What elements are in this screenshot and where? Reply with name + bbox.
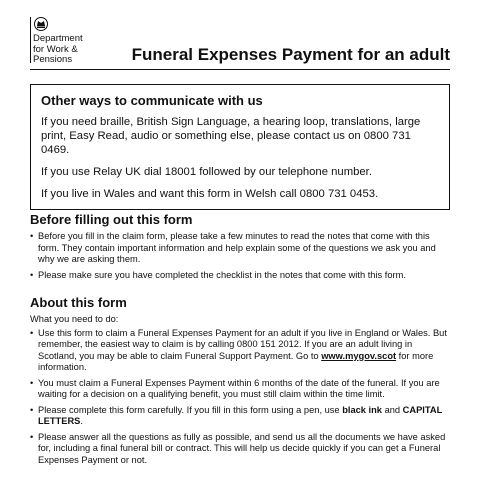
mygov-link[interactable]: www.mygov.scot <box>321 350 397 361</box>
communication-heading: Other ways to communicate with us <box>41 93 263 108</box>
list-item <box>30 405 450 428</box>
royal-crest-icon <box>33 16 49 32</box>
dwp-logo <box>33 16 113 66</box>
communication-paragraph: If you use Relay UK dial 18001 followed by our telephone number. <box>41 166 372 178</box>
department-line: Pensions <box>33 54 73 65</box>
department-line: for Work & <box>33 43 78 55</box>
list-item <box>30 328 450 374</box>
bullet-text: and <box>381 404 403 415</box>
form-title: Funeral Expenses Payment for an adult <box>131 45 450 64</box>
bullet-text: . <box>80 416 83 426</box>
about-form-list <box>30 328 450 467</box>
before-filling-section <box>30 212 450 285</box>
bullet-text: for more information. <box>38 350 434 372</box>
bullet-text: Use this form to claim a Funeral Expenses Payment for an adult if you live in England or Wales. But remember, the easiest way to claim is by calling 0800 151 2012. If you are an adult living in Scotland, you may be able to claim Funeral Support Payment. Go to <box>38 327 447 361</box>
list-item: • You must claim a Funeral Expenses Payment within 6 months of the date of the funeral. If you are waiting for a decision on a qualifying benefit, you must still claim within the time limit. <box>30 378 450 401</box>
about-form-section <box>30 295 450 470</box>
list-item: • Please answer all the questions as fully as possible, and send us all the documents we have asked for, including a final funeral bill or contract. This will help us decide quickly if you can get a Funeral Expenses Payment or not. <box>30 432 450 467</box>
about-form-heading: About this form <box>30 295 127 310</box>
emphasis-text: CAPITAL LETTERS <box>38 404 443 426</box>
title-divider <box>30 69 450 70</box>
communication-paragraph: If you live in Wales and want this form in Welsh call 0800 731 0453. <box>41 188 379 200</box>
before-filling-list <box>30 231 450 281</box>
list-item: • Before you fill in the claim form, please take a few minutes to read the notes that come with this form. They contain important information and help explain some of the questions we ask you and why we are asking them. <box>30 231 450 266</box>
department-line: Department <box>33 33 83 44</box>
list-item: • Please make sure you have completed the checklist in the notes that come with this form. <box>30 270 450 282</box>
communication-paragraph: If you need braille, British Sign Language, a hearing loop, translations, large print, Easy Read, audio or something else, please contact us on 0800 731 0469. <box>41 116 421 156</box>
before-filling-heading: Before filling out this form <box>30 212 193 227</box>
communication-box <box>30 84 450 210</box>
logo-rule <box>30 17 31 63</box>
emphasis-text: black ink <box>342 404 382 415</box>
bullet-text: Please complete this form carefully. If you fill in this form using a pen, use <box>38 404 343 415</box>
about-form-intro: What you need to do: <box>30 314 119 324</box>
